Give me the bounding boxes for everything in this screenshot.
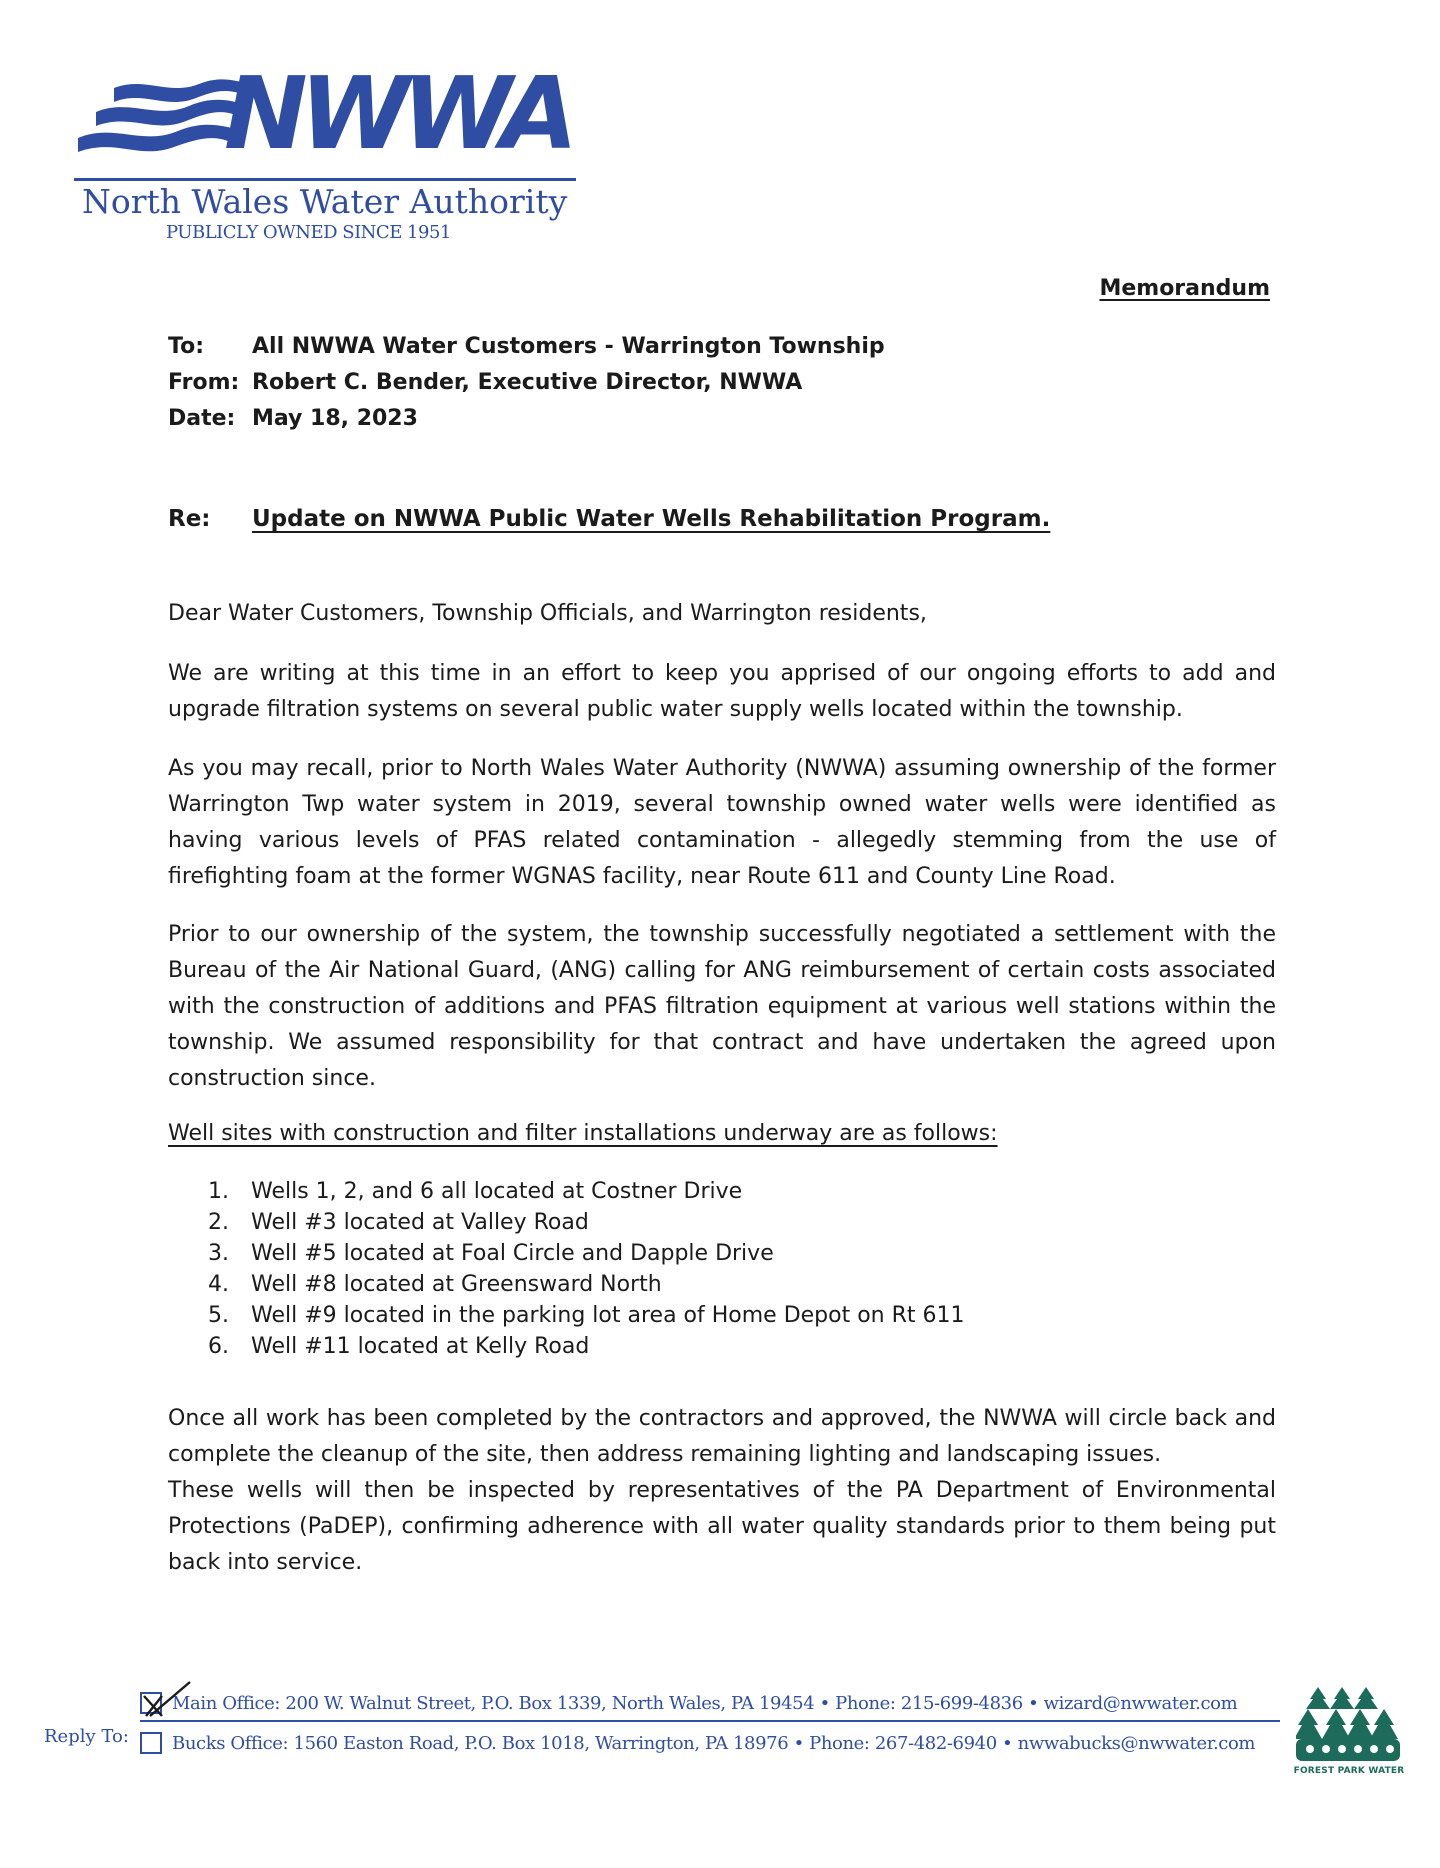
list-item: 4. Well #8 located at Greensward North (208, 1272, 662, 1297)
paragraph-3: Prior to our ownership of the system, the township successfully negotiated a settlement with the Bureau of the Air National Guard, (ANG) calling for ANG reimbursement of certain costs associated with the construction of additions and PFAS filtration equipment at various well stations within the township. We assumed responsibility for that contract and have undertaken the agreed upon construction since. (168, 922, 1276, 1091)
waves-icon (74, 78, 249, 168)
list-item: 3. Well #5 located at Foal Circle and Dapple Drive (208, 1241, 774, 1266)
paragraph-5: These wells will then be inspected by representatives of the PA Department of Environmental Protections (PaDEP), confirming adherence with all water quality standards prior to them being put back into service. (168, 1478, 1276, 1575)
bucks-office-line (140, 1732, 1255, 1754)
bucks-office-text: Bucks Office: 1560 Easton Road, P.O. Box 1018, Warrington, PA 18976 • Phone: 267-482-6940 • nwwabucks@nwwater.com (172, 1732, 1256, 1754)
list-heading (168, 1116, 1276, 1152)
to-label: To: (168, 334, 204, 359)
from-row (168, 370, 885, 406)
re-subject: Update on NWWA Public Water Wells Rehabilitation Program. (252, 506, 1051, 532)
forest-park-logo-text: FOREST PARK WATER (1293, 1766, 1405, 1776)
paragraph-1: We are writing at this time in an effort to keep you apprised of our ongoing efforts to add and upgrade filtration systems on several public water supply wells located within the township. (168, 661, 1276, 722)
to-row (168, 334, 885, 370)
list-item: 1. Wells 1, 2, and 6 all located at Costner Drive (208, 1179, 743, 1204)
memo-label: Memorandum (1099, 276, 1270, 301)
list-item: 2. Well #3 located at Valley Road (208, 1210, 589, 1235)
date-value: May 18, 2023 (252, 406, 418, 431)
nwwa-logo (74, 55, 594, 243)
letter-footer (0, 1680, 1440, 1790)
org-name: North Wales Water Authority (82, 182, 568, 221)
main-office-checkbox (140, 1692, 162, 1714)
memo-header (168, 334, 885, 442)
logo-rule (74, 178, 576, 181)
paragraph-2: As you may recall, prior to North Wales Water Authority (NWWA) assuming ownership of the former Warrington Twp water system in 2019, several township owned water wells were identified as having various levels of PFAS related contamination - allegedly stemming from the use of firefighting foam at the former WGNAS facility, near Route 611 and County Line Road. (168, 756, 1276, 889)
date-label: Date: (168, 406, 236, 431)
forest-park-tree-icon (1296, 1680, 1400, 1780)
list-item: 5. Well #9 located in the parking lot area of Home Depot on Rt 611 (208, 1303, 965, 1328)
list-heading-text: Well sites with construction and filter installations underway are as follows: (168, 1121, 998, 1146)
org-tagline: PUBLICLY OWNED SINCE 1951 (166, 222, 451, 243)
to-value: All NWWA Water Customers - Warrington Township (252, 334, 885, 359)
re-line (168, 506, 1050, 532)
list-item: 6. Well #11 located at Kelly Road (208, 1334, 590, 1359)
well-list (208, 1176, 965, 1362)
from-label: From: (168, 370, 240, 395)
paragraph-4: Once all work has been completed by the contractors and approved, the NWWA will circle back and complete the cleanup of the site, then address remaining lighting and landscaping issues. (168, 1406, 1276, 1467)
footer-rule (140, 1720, 1280, 1722)
logo-wordmark: NWWA (224, 55, 571, 172)
re-label: Re: (168, 506, 211, 532)
salutation: Dear Water Customers, Township Officials, and Warrington residents, (168, 601, 927, 626)
reply-to-label: Reply To: (44, 1726, 129, 1747)
main-office-text: Main Office: 200 W. Walnut Street, P.O. Box 1339, North Wales, PA 19454 • Phone: 215-699-4836 • wizard@nwwater.com (172, 1692, 1238, 1714)
from-value: Robert C. Bender, Executive Director, NWWA (252, 370, 803, 395)
main-office-line (140, 1692, 1237, 1714)
checkmark-x-icon (136, 1680, 196, 1720)
bucks-office-checkbox (140, 1732, 162, 1754)
date-row (168, 406, 885, 442)
